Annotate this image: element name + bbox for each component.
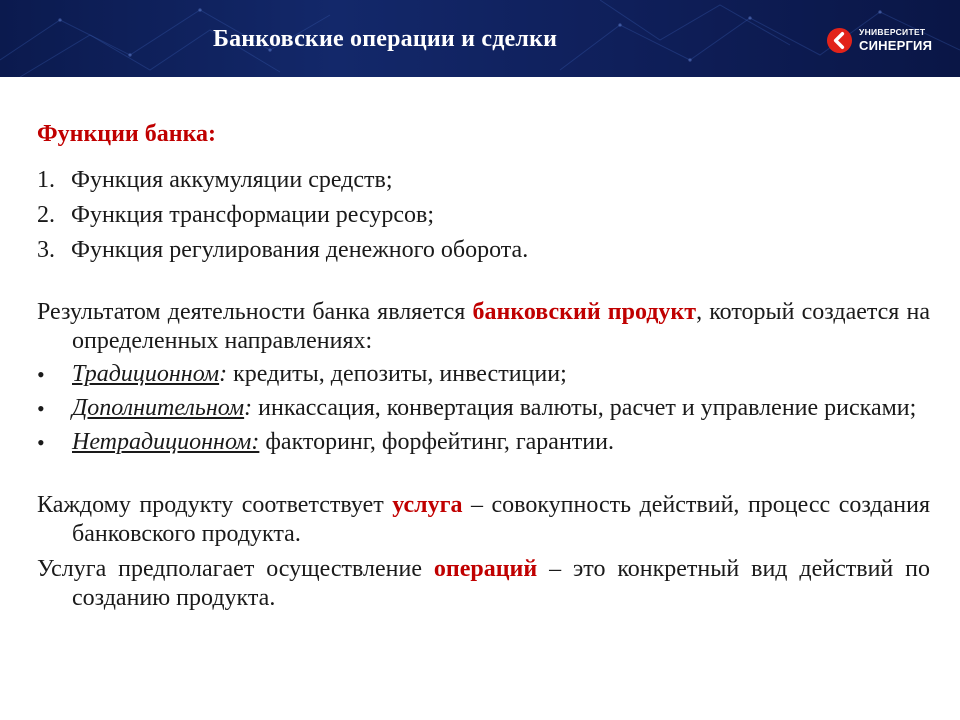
bullet-item bbox=[37, 428, 930, 457]
list-item bbox=[37, 233, 930, 268]
bullet-item bbox=[37, 360, 930, 389]
logo-text-line1: УНИВЕРСИТЕТ bbox=[859, 27, 926, 38]
service-text-before: Каждому продукту соответствует bbox=[37, 492, 393, 518]
directions-list bbox=[37, 360, 930, 457]
direction-description: факторинг, форфейтинг, гарантии. bbox=[259, 429, 614, 455]
synergy-logo-icon bbox=[826, 27, 853, 54]
list-item-number: 1. bbox=[37, 167, 55, 193]
university-logo bbox=[826, 25, 932, 55]
highlight-operations: операций bbox=[433, 556, 538, 582]
service-text-after: – совокупность действий, процесс создания банковского продукта. bbox=[72, 492, 930, 547]
result-text-before: Результатом деятельности банка является bbox=[37, 299, 473, 325]
bullet-icon: • bbox=[37, 430, 45, 455]
bullet-text bbox=[72, 394, 930, 423]
highlight-bank-product: банковский продукт bbox=[472, 299, 697, 325]
direction-term: Традиционном bbox=[72, 361, 220, 387]
slide-title: Банковские операции и сделки bbox=[213, 26, 558, 52]
list-item-text: Функция регулирования денежного оборота. bbox=[71, 237, 529, 263]
list-item-number: 2. bbox=[37, 202, 55, 228]
logo-text-line2: СИНЕРГИЯ bbox=[859, 37, 933, 53]
section-title: Функции банка: bbox=[37, 121, 217, 147]
direction-description: инкассация, конвертация валюты, расчет и управление рисками; bbox=[252, 395, 917, 421]
direction-sep: : bbox=[244, 395, 253, 421]
service-paragraph bbox=[37, 491, 930, 549]
direction-description: кредиты, депозиты, инвестиции; bbox=[227, 361, 567, 387]
list-item-number: 3. bbox=[37, 237, 55, 263]
operation-text-before: Услуга предполагает осуществление bbox=[37, 556, 434, 582]
bullet-text bbox=[72, 428, 930, 457]
direction-term: Дополнительном bbox=[72, 395, 245, 421]
list-item-text: Функция аккумуляции средств; bbox=[71, 167, 393, 193]
operation-text-after: – это конкретный вид действий по созданию продукта. bbox=[72, 556, 930, 611]
list-item-text: Функция трансформации ресурсов; bbox=[71, 202, 435, 228]
direction-term: Нетрадиционном: bbox=[72, 429, 260, 455]
bullet-item bbox=[37, 394, 930, 423]
bullet-text bbox=[72, 360, 930, 389]
header-bar bbox=[0, 0, 960, 77]
list-item bbox=[37, 198, 930, 233]
bullet-icon: • bbox=[37, 396, 45, 421]
functions-list bbox=[37, 163, 930, 268]
direction-sep: : bbox=[219, 361, 228, 387]
bullet-icon: • bbox=[37, 362, 45, 387]
highlight-service: услуга bbox=[392, 492, 463, 518]
result-text-after: , который создается на определенных направлениях: bbox=[72, 299, 930, 354]
operation-paragraph bbox=[37, 555, 930, 613]
result-paragraph bbox=[37, 298, 930, 356]
list-item bbox=[37, 163, 930, 198]
slide-content bbox=[37, 120, 930, 613]
